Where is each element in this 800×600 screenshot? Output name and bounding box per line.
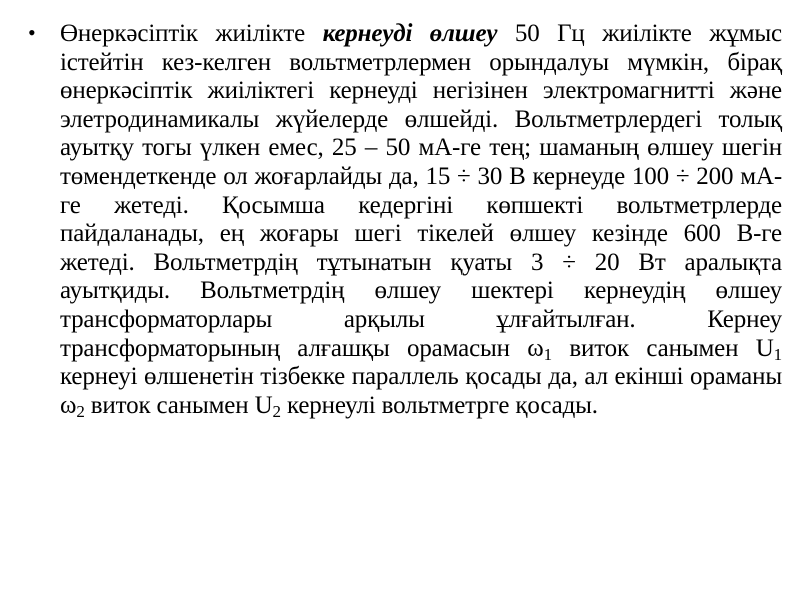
subscript-u-1: 1: [773, 344, 782, 364]
text-segment-6: кернеулі вольтметрге қосады.: [280, 391, 598, 419]
bullet-marker: •: [28, 20, 36, 45]
body-paragraph: [60, 20, 782, 420]
text-segment-4: кернеуі өлшенетін тізбекке параллель қосады да, ал екінші ораманы ω: [60, 363, 782, 419]
text-segment-3: виток санымен U: [551, 334, 774, 362]
text-segment-5: виток санымен U: [84, 391, 273, 419]
emphasis-term: кернеуді өлшеу: [322, 20, 498, 47]
subscript-omega-1: 1: [543, 344, 552, 364]
text-segment-2: 50 Гц жиілікте жұмыс істейтін кез-келген вольтметрлермен орындалуы мүмкін, бірақ өнеркәсіптік жиіліктегі кернеуді негізінен электромагнитті және элетродинамикалы жүйелерде өлшейді. Вольтметрлердегі толық ауытқу тогы үлкен емес, 25 – 50 мА-ге тең; шаманың өлшеу шегін төмендеткенде ол жоғарлайды да, 15 ÷ 30 В кернеуде 100 ÷ 200 мА-ге жетеді. Қосымша кедергіні көпшекті вольтметрлерде пайдаланады, ең жоғары шегі тікелей өлшеу кезінде 600 В-ге жетеді. Вольтметрдің тұтынатын қуаты 3 ÷ 20 Вт аралықта ауытқиды. Вольтметрдің өлшеу шектері кернеудің өлшеу трансформаторлары арқылы ұлғайтылған. Кернеу трансформаторының алғашқы орамасын ω: [60, 20, 782, 362]
subscript-u-2: 2: [272, 401, 281, 421]
subscript-omega-2: 2: [76, 401, 85, 421]
text-segment-1: Өнеркәсіптік жиілікте: [60, 20, 323, 47]
